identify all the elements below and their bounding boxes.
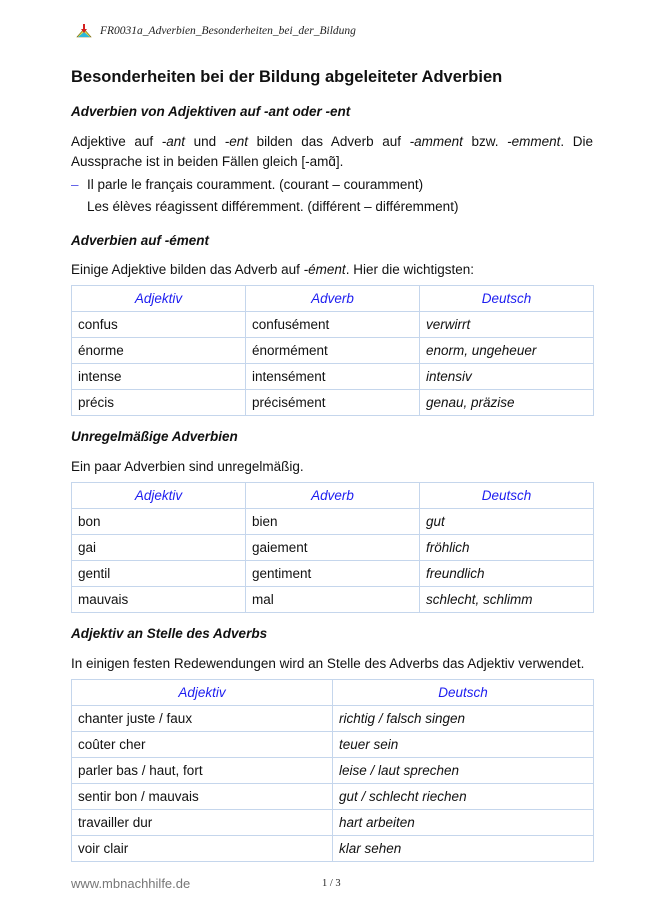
table-header-row [72, 680, 594, 706]
section-heading-irregular: Unregelmäßige Adverbien [71, 429, 238, 444]
table-row: sentir bon / mauvais gut / schlecht riechen [72, 784, 594, 810]
section-ant-ent-text: Adjektive auf -ant und -ent bilden das Adverb auf -amment bzw. -emment. Die Aussprache ist in beiden Fällen gleich [-amɑ̃]. [71, 134, 593, 169]
footer-website-link[interactable]: www.mbnachhilfe.de [71, 876, 191, 891]
section-heading-ant-ent: Adverbien von Adjektiven auf -ant oder -ent [71, 104, 351, 119]
section-irregular-text: Ein paar Adverbien sind unregelmäßig. [71, 459, 304, 474]
column-header: Adverb [246, 286, 420, 312]
table-row: gai gaiement fröhlich [72, 535, 594, 561]
section-ement-text: Einige Adjektive bilden das Adverb auf -ément. Hier die wichtigsten: [71, 262, 475, 277]
column-header: Adverb [246, 483, 420, 509]
dash-bullet-icon: – [71, 177, 79, 192]
document-body [71, 64, 593, 862]
example-bullet [71, 174, 593, 196]
section-adjective-as-adverb-text: In einigen festen Redewendungen wird an Stelle des Adverbs das Adjektiv verwendet. [71, 656, 585, 671]
column-header: Adjektiv [72, 286, 246, 312]
example-1: Il parle le français couramment. (courant – couramment) [87, 177, 424, 192]
table-row: intense intensément intensiv [72, 364, 594, 390]
table-row: parler bas / haut, fort leise / laut sprechen [72, 758, 594, 784]
table-row: énorme énormément enorm, ungeheuer [72, 338, 594, 364]
column-header: Deutsch [420, 286, 594, 312]
section-heading-ement: Adverbien auf -ément [71, 233, 210, 248]
file-title: FR0031a_Adverbien_Besonderheiten_bei_der_Bildung [100, 25, 356, 37]
section-heading-adjective-as-adverb: Adjektiv an Stelle des Adverbs [71, 626, 268, 641]
table-row: confus confusément verwirrt [72, 312, 594, 338]
ement-table [71, 285, 594, 416]
table-header-row [72, 483, 594, 509]
table-row: bon bien gut [72, 509, 594, 535]
document-header [76, 22, 356, 40]
table-row: coûter cher teuer sein [72, 732, 594, 758]
table-row: chanter juste / faux richtig / falsch singen [72, 706, 594, 732]
adjective-as-adverb-table [71, 679, 594, 862]
example-2: Les élèves réagissent différemment. (différent – différemment) [87, 199, 459, 214]
column-header: Deutsch [333, 680, 594, 706]
table-header-row [72, 286, 594, 312]
book-arrow-icon [76, 24, 92, 38]
table-row: mauvais mal schlecht, schlimm [72, 587, 594, 613]
column-header: Deutsch [420, 483, 594, 509]
column-header: Adjektiv [72, 483, 246, 509]
irregular-table [71, 482, 594, 613]
page-title: Besonderheiten bei der Bildung abgeleiteter Adverbien [71, 68, 503, 86]
table-row: gentil gentiment freundlich [72, 561, 594, 587]
table-row: travailler dur hart arbeiten [72, 810, 594, 836]
column-header: Adjektiv [72, 680, 333, 706]
page-number: 1 / 3 [322, 878, 341, 889]
table-row: précis précisément genau, präzise [72, 390, 594, 416]
table-row: voir clair klar sehen [72, 836, 594, 862]
